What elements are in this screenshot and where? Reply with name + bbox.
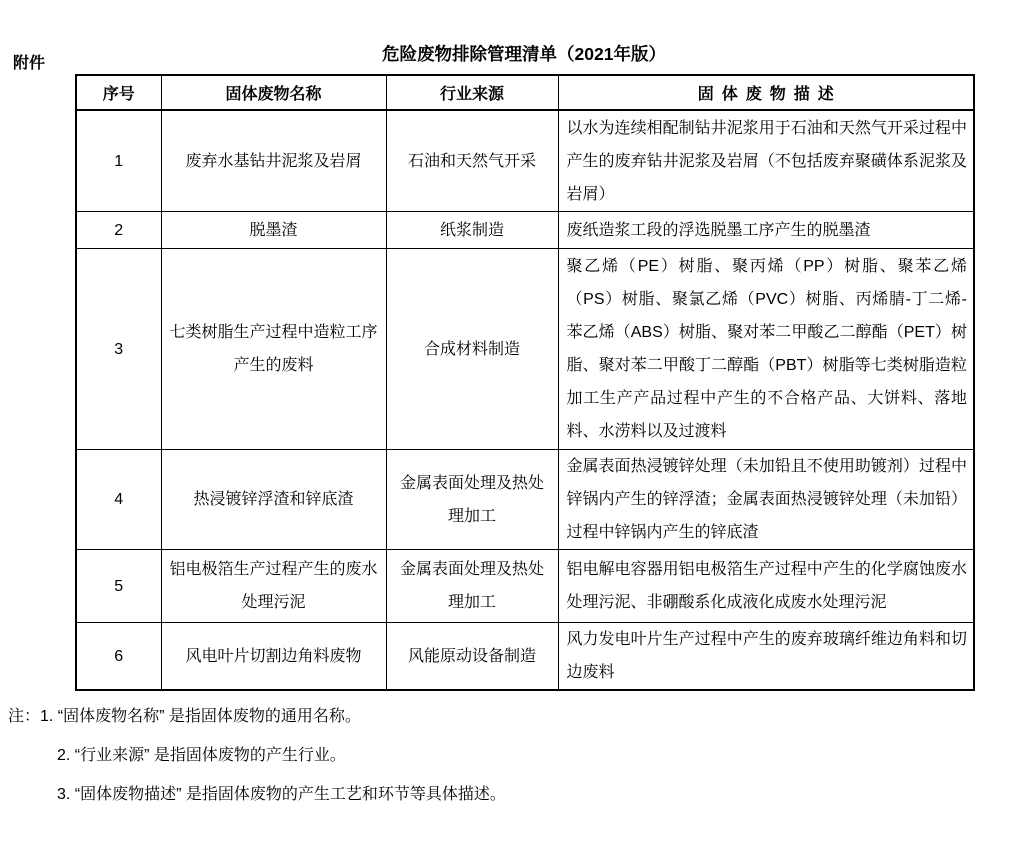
header-waste-name: 固体废物名称: [161, 75, 386, 110]
table-row: [76, 249, 974, 450]
table-row: [76, 450, 974, 550]
table-row: [76, 212, 974, 249]
footnote-line: [57, 736, 1022, 775]
cell-waste-name: 风电叶片切割边角料废物: [161, 623, 386, 691]
cell-no: 2: [76, 212, 161, 249]
header-no: 序号: [76, 75, 161, 110]
table-row: [76, 623, 974, 691]
cell-waste-name: 废弃水基钻井泥浆及岩屑: [161, 110, 386, 212]
cell-industry-source: 纸浆制造: [386, 212, 558, 249]
table-header-row: [76, 75, 974, 110]
footnotes: [8, 697, 1022, 814]
cell-waste-description: 铝电解电容器用铝电极箔生产过程中产生的化学腐蚀废水处理污泥、非硼酸系化成液化成废水处理污泥: [558, 550, 974, 623]
cell-waste-name: 铝电极箔生产过程产生的废水处理污泥: [161, 550, 386, 623]
header-industry-source: 行业来源: [386, 75, 558, 110]
cell-industry-source: 金属表面处理及热处理加工: [386, 450, 558, 550]
cell-waste-description: 风力发电叶片生产过程中产生的废弃玻璃纤维边角料和切边废料: [558, 623, 974, 691]
table-row: [76, 110, 974, 212]
cell-waste-description: 聚乙烯（PE）树脂、聚丙烯（PP）树脂、聚苯乙烯（PS）树脂、聚氯乙烯（PVC）树脂、丙烯腈-丁二烯-苯乙烯（ABS）树脂、聚对苯二甲酸乙二醇酯（PET）树脂、聚对苯二甲酸丁二醇酯（PBT）树脂等七类树脂造粒加工生产产品过程中产生的不合格产品、大饼料、落地料、水涝料以及过渡料: [558, 249, 974, 450]
cell-industry-source: 金属表面处理及热处理加工: [386, 550, 558, 623]
cell-waste-description: 以水为连续相配制钻井泥浆用于石油和天然气开采过程中产生的废弃钻井泥浆及岩屑（不包括废弃聚磺体系泥浆及岩屑）: [558, 110, 974, 212]
cell-no: 1: [76, 110, 161, 212]
title-container: [75, 43, 973, 65]
cell-waste-name: 七类树脂生产过程中造粒工序产生的废料: [161, 249, 386, 450]
cell-no: 6: [76, 623, 161, 691]
cell-no: 4: [76, 450, 161, 550]
cell-industry-source: 风能原动设备制造: [386, 623, 558, 691]
footnote-text: 3. “固体废物描述” 是指固体废物的产生工艺和环节等具体描述。: [57, 786, 506, 803]
footnote-line: [8, 697, 1022, 736]
cell-waste-description: 废纸造浆工段的浮选脱墨工序产生的脱墨渣: [558, 212, 974, 249]
cell-industry-source: 石油和天然气开采: [386, 110, 558, 212]
notes-label: 注：: [8, 708, 41, 725]
cell-waste-name: 脱墨渣: [161, 212, 386, 249]
cell-waste-description: 金属表面热浸镀锌处理（未加铅且不使用助镀剂）过程中锌锅内产生的锌浮渣；金属表面热浸镀锌处理（未加铅）过程中锌锅内产生的锌底渣: [558, 450, 974, 550]
footnote-line: [57, 775, 1022, 814]
footnote-text: 2. “行业来源” 是指固体废物的产生行业。: [57, 747, 346, 764]
footnote-text: 1. “固体废物名称” 是指固体废物的通用名称。: [40, 708, 361, 725]
table-row: [76, 550, 974, 623]
header-waste-description: 固体废物描述: [558, 75, 974, 110]
cell-waste-name: 热浸镀锌浮渣和锌底渣: [161, 450, 386, 550]
cell-no: 5: [76, 550, 161, 623]
attachment-label: 附件: [13, 55, 46, 72]
hazardous-waste-exclusion-table: [75, 74, 975, 691]
page-title: 危险废物排除管理清单（2021年版）: [382, 44, 666, 64]
cell-no: 3: [76, 249, 161, 450]
cell-industry-source: 合成材料制造: [386, 249, 558, 450]
